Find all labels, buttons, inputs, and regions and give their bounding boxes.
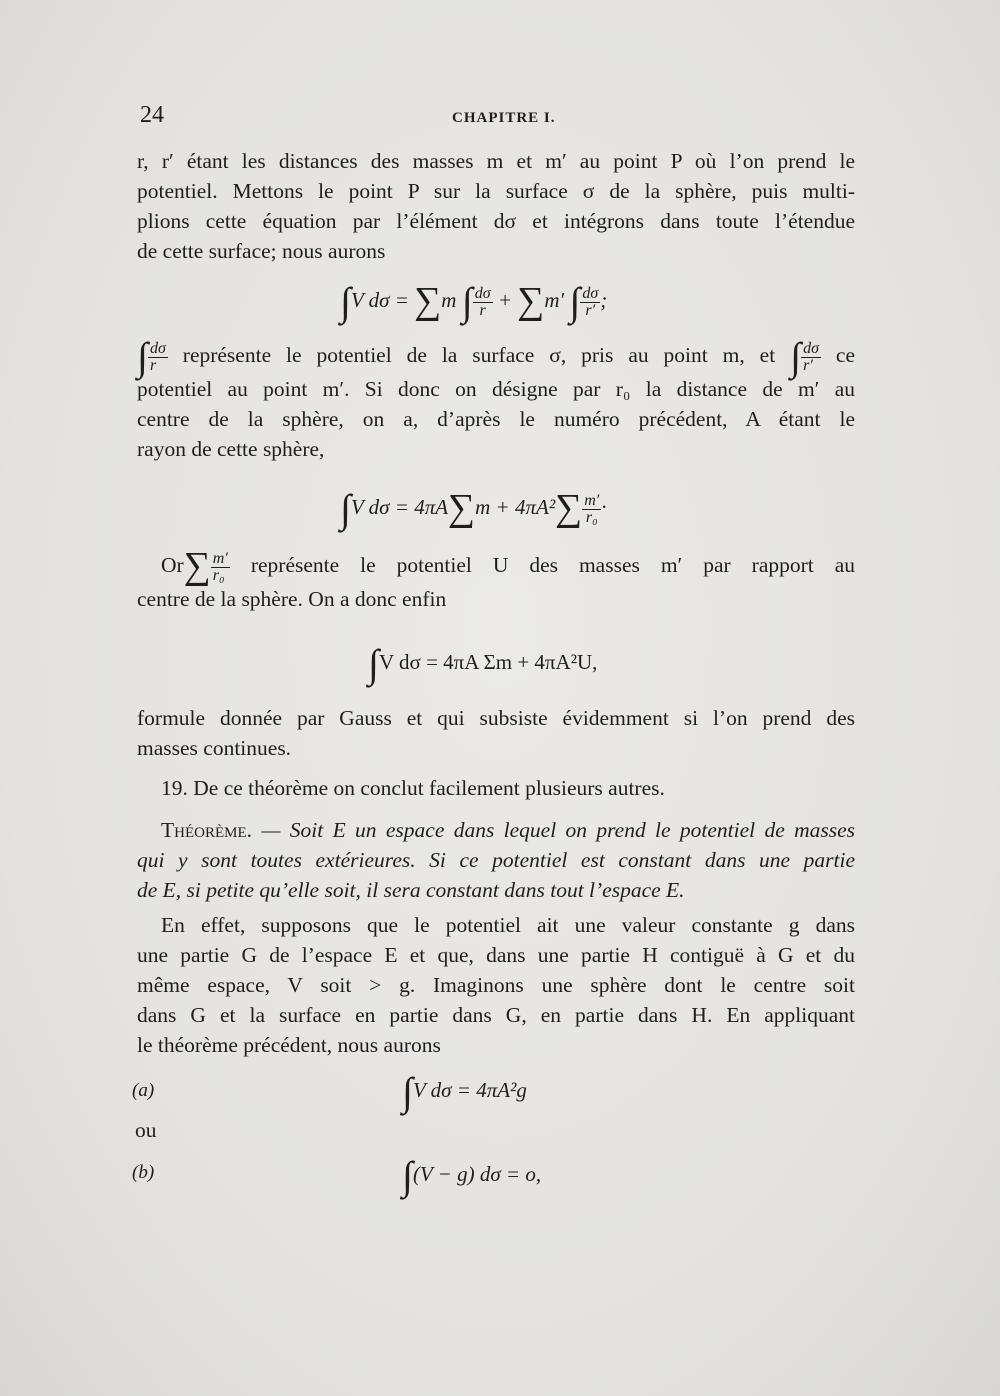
integral-sign: ∫ bbox=[569, 279, 581, 324]
text-segment: — Soit E un espace dans lequel on prend le potentiel de masses bbox=[261, 818, 856, 842]
paragraph-4 bbox=[137, 703, 855, 763]
equation-label-b: (b) bbox=[132, 1162, 155, 1183]
fraction bbox=[801, 341, 821, 374]
equation-2 bbox=[340, 485, 607, 532]
equation-b bbox=[402, 1152, 541, 1199]
text-line bbox=[137, 334, 855, 379]
fraction bbox=[211, 551, 230, 584]
paragraph-1 bbox=[137, 146, 855, 266]
integral-sign: ∫ bbox=[461, 279, 473, 324]
text-line: de E, si petite qu’elle soit, il sera constant dans tout l’espace E. bbox=[137, 878, 685, 902]
equation-3 bbox=[368, 640, 597, 687]
page-header bbox=[140, 102, 855, 132]
eq-body: V dσ = 4πA Σm + 4πA²U, bbox=[378, 650, 598, 674]
text-segment: Or bbox=[161, 553, 184, 577]
equation-label-a: (a) bbox=[132, 1080, 155, 1101]
text-line: En effet, supposons que le potentiel ait une valeur constante g dans bbox=[161, 913, 855, 937]
integral-sign: ∫ bbox=[340, 486, 351, 531]
integral-sign: ∫ bbox=[368, 641, 379, 686]
numerator: dσ bbox=[149, 339, 166, 357]
text-segment: représente le potentiel de la surface σ, pris au point m, et bbox=[182, 343, 776, 367]
chapter-title: CHAPITRE I. bbox=[452, 110, 556, 126]
denominator: r′ bbox=[585, 301, 596, 319]
paragraph-2 bbox=[137, 334, 855, 464]
text-segment: représente le potentiel U des masses m′ par rapport au bbox=[250, 553, 856, 577]
denominator: r′ bbox=[803, 356, 813, 374]
text-line: rayon de cette sphère, bbox=[137, 436, 325, 461]
text-line: r, r′ étant les distances des masses m et m′ au point P où l’on prend le bbox=[137, 149, 855, 173]
text-ou: ou bbox=[135, 1118, 157, 1142]
integral-sign: ∫ bbox=[402, 1153, 413, 1198]
integral-sign: ∫ bbox=[137, 334, 148, 379]
eq-end: · bbox=[601, 495, 607, 519]
equation-a bbox=[402, 1068, 527, 1115]
text-line: plions cette équation par l’élément dσ et intégrons dans toute l’étendue bbox=[137, 209, 855, 233]
numerator: dσ bbox=[582, 284, 599, 302]
eq-body: (V − g) dσ = o, bbox=[412, 1162, 542, 1186]
integral-sign: ∫ bbox=[340, 279, 351, 324]
fraction bbox=[473, 286, 493, 319]
fraction bbox=[580, 286, 600, 319]
sum-sign: ∑ bbox=[517, 280, 545, 322]
sum-sign: ∑ bbox=[555, 487, 583, 529]
denominator: r₀ bbox=[585, 508, 598, 526]
denominator: r bbox=[149, 356, 157, 374]
eq-lhs: V dσ = bbox=[350, 288, 409, 312]
text-line bbox=[137, 815, 855, 845]
integral-sign: ∫ bbox=[790, 334, 802, 379]
text-line: dans G et la surface en partie dans G, en partie dans H. En appliquant bbox=[137, 1003, 855, 1027]
eq-body: V dσ = 4πA²g bbox=[412, 1078, 527, 1102]
eq-term: m′ bbox=[544, 288, 565, 312]
paragraph-3 bbox=[137, 545, 856, 614]
numerator: m′ bbox=[212, 549, 228, 567]
numerator: dσ bbox=[474, 284, 491, 302]
theorem-label: Théorème. bbox=[161, 818, 253, 842]
theorem bbox=[137, 815, 855, 905]
text-line: même espace, V soit > g. Imaginons une sphère dont le centre soit bbox=[137, 973, 855, 997]
text-line: formule donnée par Gauss et qui subsiste évidemment si l’on prend des bbox=[137, 706, 855, 730]
eq-term: m bbox=[441, 288, 457, 312]
denominator: r bbox=[479, 301, 486, 319]
paragraph-6 bbox=[137, 910, 855, 1060]
eq-term: m + 4πA² bbox=[475, 495, 556, 519]
text-line: potentiel. Mettons le point P sur la surface σ de la sphère, puis multi- bbox=[137, 179, 855, 203]
plus: + bbox=[497, 288, 512, 312]
text-line: qui y sont toutes extérieures. Si ce potentiel est constant dans une partie bbox=[137, 848, 855, 872]
eq-end: ; bbox=[600, 288, 608, 312]
text-line: masses continues. bbox=[137, 736, 292, 760]
equation-1 bbox=[340, 278, 607, 325]
text-line: centre de la sphère. On a donc enfin bbox=[137, 586, 447, 611]
text-line: une partie G de l’espace E et que, dans une partie H contiguë à G et du bbox=[137, 943, 855, 967]
text-line bbox=[137, 545, 856, 587]
text-line: de cette surface; nous aurons bbox=[137, 239, 386, 263]
denominator: r₀ bbox=[212, 566, 225, 584]
integral-sign: ∫ bbox=[402, 1069, 413, 1114]
fraction bbox=[582, 493, 601, 526]
page-number: 24 bbox=[140, 102, 164, 128]
fraction bbox=[148, 341, 168, 374]
text-line: 19. De ce théorème on conclut facilement plusieurs autres. bbox=[161, 776, 665, 800]
paragraph-5 bbox=[137, 773, 855, 803]
text-line: potentiel au point m′. Si donc on désigne par r₀ la distance de m′ au bbox=[137, 376, 855, 401]
text-line: centre de la sphère, on a, d’après le numéro précédent, A étant le bbox=[137, 406, 855, 431]
sum-sign: ∑ bbox=[414, 280, 442, 322]
numerator: dσ bbox=[803, 339, 819, 357]
text-line: le théorème précédent, nous aurons bbox=[137, 1033, 441, 1057]
text-segment: ce bbox=[835, 343, 855, 367]
sum-sign: ∑ bbox=[448, 487, 476, 529]
numerator: m′ bbox=[584, 491, 600, 509]
eq-lhs: V dσ = 4πA bbox=[350, 495, 449, 519]
sum-sign: ∑ bbox=[183, 545, 211, 587]
